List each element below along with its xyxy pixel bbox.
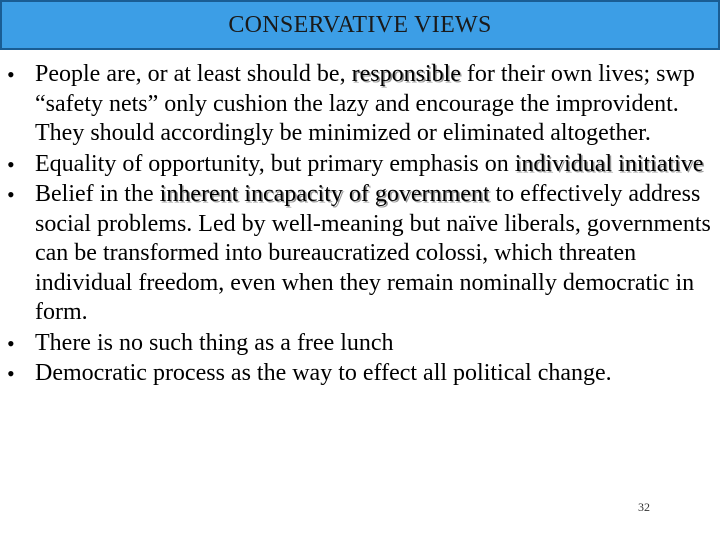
emphasis-text: inherent incapacity of government — [159, 181, 490, 207]
bullet-text: There is no such thing as a free lunch — [35, 329, 394, 356]
slide-title: CONSERVATIVE VIEWS — [228, 11, 492, 38]
bullet-item-responsibility — [0, 60, 720, 149]
bullet-text: to effectively address social problems. Led by well-meaning but naïve liberals, governments can be transformed into bureaucratized colossi, which threaten individual freedom, even when they remain nominally democratic in form. — [35, 181, 711, 325]
bullet-item-free-lunch — [0, 329, 720, 359]
bullet-text: Belief in the — [35, 181, 160, 207]
title-bar — [0, 0, 720, 50]
bullet-item-democratic-process — [0, 359, 720, 389]
bullet-text: People are, or at least should be, — [35, 61, 352, 87]
bullet-icon: • — [7, 182, 15, 207]
bullet-text: Democratic process as the way to effect all political change. — [35, 360, 612, 386]
bullet-icon: • — [7, 151, 15, 177]
bullet-list — [0, 60, 720, 390]
page-number: 32 — [638, 500, 650, 514]
bullet-text: for their own lives; swp “safety nets” only cushion the lazy and encourage the improvident. They should accordingly be minimized or eliminated altogether. — [35, 61, 695, 146]
bullet-item-government — [0, 180, 720, 328]
bullet-icon: • — [7, 62, 15, 87]
bullet-icon: • — [7, 330, 15, 356]
emphasis-text: responsible — [351, 61, 461, 87]
emphasis-text: individual initiative — [514, 150, 704, 177]
bullet-text: Equality of opportunity, but primary emphasis on — [35, 150, 515, 177]
bullet-item-equality — [0, 150, 720, 180]
bullet-icon: • — [7, 361, 15, 386]
